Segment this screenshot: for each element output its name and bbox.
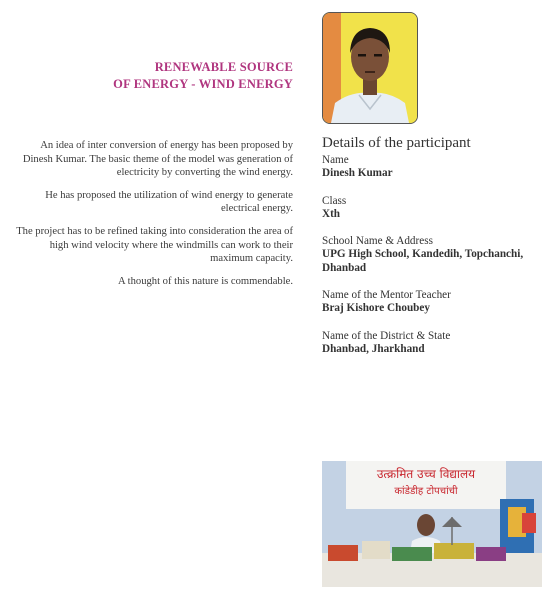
banner-line-2: कांडेडीह टोपचांची bbox=[394, 486, 458, 497]
detail-field-mentor bbox=[322, 289, 552, 316]
project-summary bbox=[8, 139, 293, 297]
banner-line-1: उत्क्रमित उच्च विद्यालय bbox=[376, 467, 476, 481]
summary-paragraph: An idea of inter conversion of energy has been proposed by Dinesh Kumar. The basic theme of the model was generation of electricity by converting the wind energy. bbox=[22, 140, 293, 179]
field-value: Xth bbox=[322, 207, 341, 220]
field-value: Braj Kishore Choubey bbox=[322, 302, 430, 314]
page-title bbox=[53, 59, 293, 93]
field-label: Class bbox=[322, 194, 347, 207]
details-heading: Details of the participant bbox=[322, 135, 471, 151]
title-line-1: RENEWABLE SOURCE bbox=[154, 60, 293, 74]
project-photo bbox=[322, 461, 542, 587]
summary-paragraph: The project has to be refined taking into consideration the area of high wind velocity where the windmills can work to their maximum capacity. bbox=[16, 225, 293, 265]
detail-field-school bbox=[322, 235, 552, 275]
participant-details bbox=[322, 134, 552, 370]
participant-portrait bbox=[322, 12, 418, 124]
field-label: Name of the District & State bbox=[322, 329, 451, 342]
field-value: UPG High School, Kandedih, Topchanchi, Dhanbad bbox=[322, 248, 524, 274]
field-label: Name of the Mentor Teacher bbox=[322, 289, 451, 301]
detail-field-class bbox=[322, 195, 552, 222]
field-label: Name bbox=[322, 154, 349, 166]
field-label: School Name & Address bbox=[322, 235, 433, 247]
field-value: Dinesh Kumar bbox=[322, 167, 393, 179]
summary-paragraph: He has proposed the utilization of wind energy to generate electrical energy. bbox=[45, 189, 293, 215]
summary-paragraph: A thought of this nature is commendable. bbox=[117, 275, 293, 287]
field-value: Dhanbad, Jharkhand bbox=[322, 342, 425, 355]
detail-field-name bbox=[322, 154, 552, 181]
detail-field-district bbox=[322, 330, 552, 357]
title-line-2: OF ENERGY - WIND ENERGY bbox=[113, 77, 293, 91]
